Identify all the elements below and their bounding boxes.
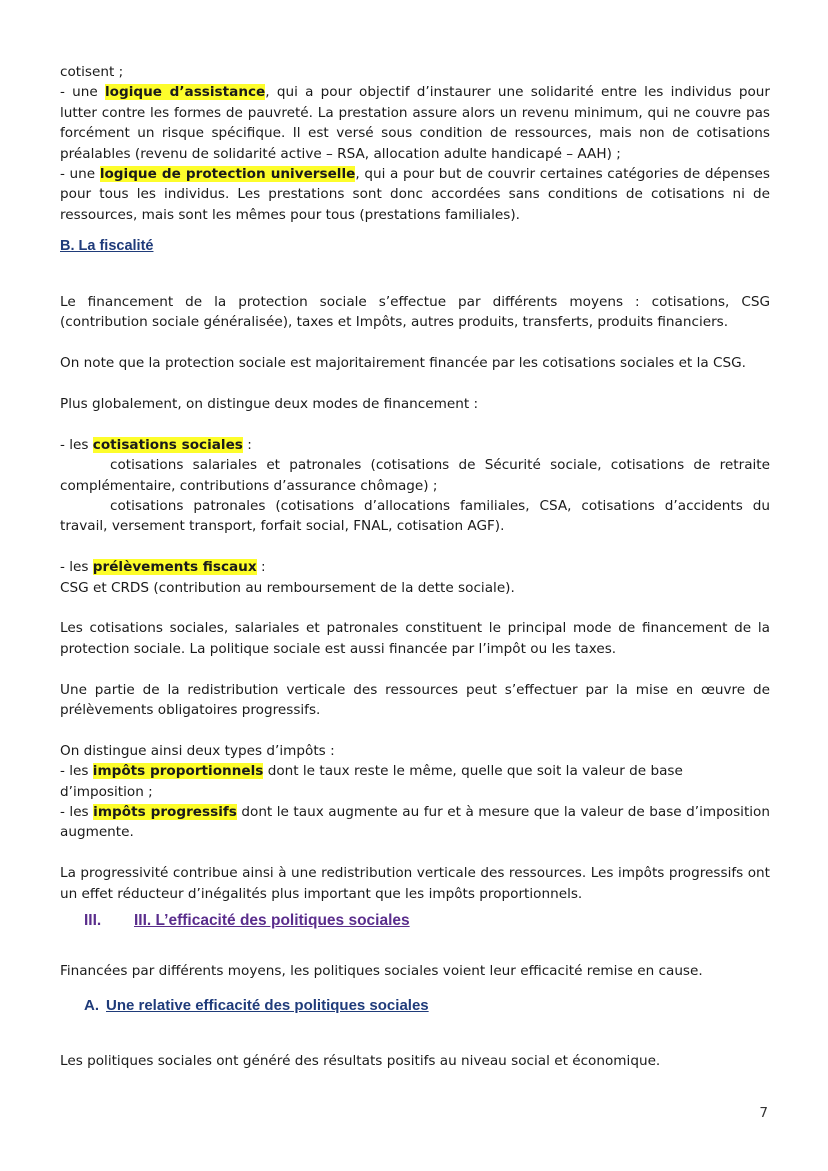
highlight-prelevements-fiscaux: prélèvements fiscaux — [92, 559, 257, 576]
paragraph-majoritairement: On note que la protection sociale est majoritairement financée par les cotisations sociales et la CSG. — [60, 355, 746, 372]
paragraph-redistribution: Une partie de la redistribution verticale des ressources peut s’effectuer par la mise en œuvre de prélèvements obligatoires progressifs. — [60, 681, 770, 719]
paragraph-types-impots: On distingue ainsi deux types d’impôts : — [60, 742, 335, 759]
paragraph-csg-crds: CSG et CRDS (contribution au remboursement de la dette sociale). — [60, 579, 515, 596]
highlight-impots-proportionnels: impôts proportionnels — [92, 763, 264, 780]
text-block-efficacite — [60, 961, 770, 981]
paragraph-cotisent: cotisent ; — [60, 64, 124, 80]
list-item-cotisations-sociales: - les cotisations sociales : — [60, 436, 252, 453]
section-heading-fiscalite: B. La fiscalité — [60, 238, 154, 254]
list-item-impots-proportionnels: - les impôts proportionnels dont le taux reste le même, quelle que soit la valeur de base d’imposition ; — [60, 763, 683, 800]
text-block-fiscalite — [60, 292, 770, 904]
section-title: III. L’efficacité des politiques sociales — [134, 912, 410, 929]
highlight-impots-progressifs: impôts progressifs — [93, 804, 237, 821]
subsection-heading-relative-efficacite — [84, 997, 429, 1014]
subsection-number: A. — [84, 997, 99, 1014]
page-number: 7 — [759, 1105, 768, 1121]
text-block-resultats — [60, 1051, 770, 1071]
paragraph-cotisations-salariales: cotisations salariales et patronales (cotisations de Sécurité sociale, cotisations de retraite complémentaire, contributions d’assurance chômage) ; — [60, 457, 770, 494]
paragraph-financement: Le financement de la protection sociale s’effectue par différents moyens : cotisations, CSG (contribution sociale généralisée), taxes et Impôts, autres produits, transferts, produits financiers. — [60, 294, 770, 331]
section-heading-efficacite — [84, 912, 410, 930]
subsection-title: Une relative efficacité des politiques sociales — [106, 997, 429, 1014]
paragraph-principal-mode: Les cotisations sociales, salariales et patronales constituent le principal mode de financement de la protection sociale. La politique sociale est aussi financée par l’impôt ou les taxes. — [60, 620, 770, 657]
paragraph-cotisations-patronales: cotisations patronales (cotisations d’allocations familiales, CSA, cotisations d’accidents du travail, versement transport, forfait social, FNAL, cotisation AGF). — [60, 498, 770, 535]
list-item-prelevements-fiscaux: - les prélèvements fiscaux : — [60, 559, 266, 576]
highlight-logique-protection: logique de protection universelle — [99, 166, 356, 183]
section-number: III. — [84, 912, 102, 929]
paragraph-resultats: Les politiques sociales ont généré des résultats positifs au niveau social et économique. — [60, 1053, 661, 1069]
paragraph-progressivite: La progressivité contribue ainsi à une redistribution verticale des ressources. Les impôts progressifs ont un effet réducteur d’inégalités plus important que les impôts proportionnels. — [60, 865, 770, 902]
paragraph-modes: Plus globalement, on distingue deux modes de financement : — [60, 396, 479, 412]
list-item-impots-progressifs: - les impôts progressifs dont le taux augmente au fur et à mesure que la valeur de base d’imposition augmente. — [60, 804, 770, 841]
highlight-cotisations-sociales: cotisations sociales — [92, 436, 243, 453]
paragraph-protection-universelle: - une logique de protection universelle, qui a pour but de couvrir certaines catégories de dépenses pour tous les individus. Les prestations sont donc accordées sans conditions de cotisations ni de ressources, mais sont les mêmes pour tous (prestations familiales). — [60, 166, 770, 223]
highlight-logique-assistance: logique d’assistance — [104, 84, 266, 101]
paragraph-financees: Financées par différents moyens, les politiques sociales voient leur efficacité remise en cause. — [60, 963, 703, 979]
paragraph-assistance: - une logique d’assistance, qui a pour objectif d’instaurer une solidarité entre les individus pour lutter contre les formes de pauvreté. La prestation assure alors un revenu minimum, qui ne couvre pas forcément un risque spécifique. Il est versé sous condition de ressources, mais non de cotisations préalables (revenu de solidarité active – RSA, allocation adulte handicapé – AAH) ; — [60, 84, 770, 162]
text-block-intro — [60, 62, 770, 225]
